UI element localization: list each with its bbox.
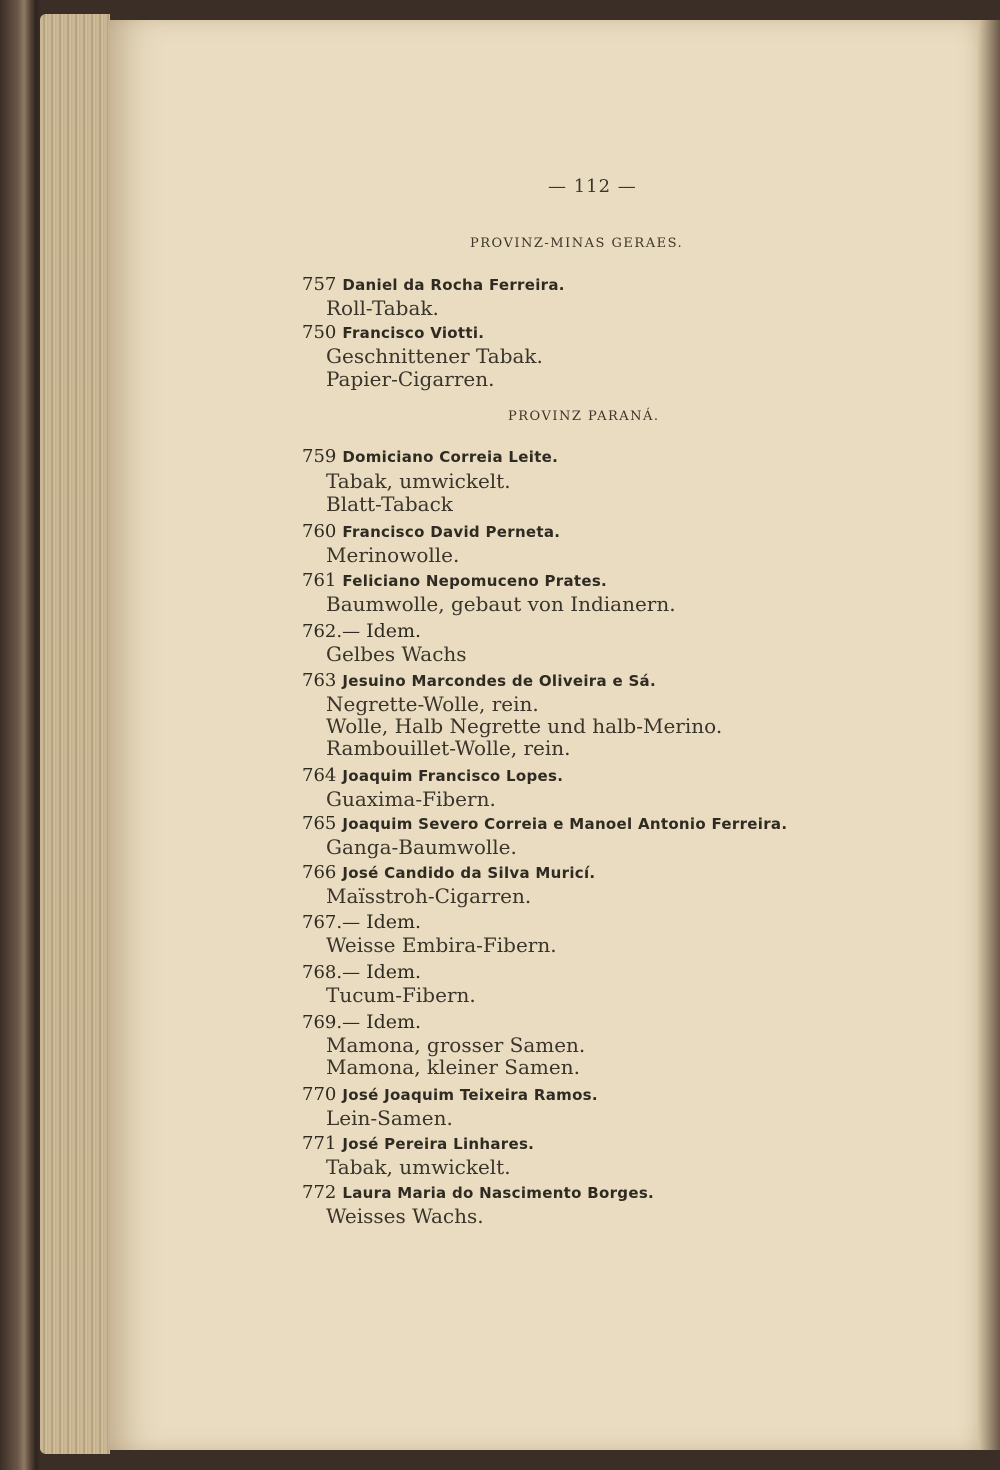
exhibitor-name: José Joaquim Teixeira Ramos.: [342, 1086, 598, 1104]
entry-item: Wolle, Halb Negrette und halb-Merino.: [326, 714, 723, 738]
entry-item: Weisses Wachs.: [326, 1204, 484, 1228]
entry-number: 750: [302, 322, 337, 343]
entry-item: Guaxima-Fibern.: [326, 787, 496, 811]
entry-number: 762.—: [302, 621, 361, 642]
entry-item: Papier-Cigarren.: [326, 367, 495, 391]
entry-item: Mamona, grosser Samen.: [326, 1033, 586, 1057]
entry-763: [302, 670, 656, 691]
entry-item: Blatt-Taback: [326, 492, 453, 516]
entry-item: Gelbes Wachs: [326, 642, 467, 666]
page-edges: [40, 14, 110, 1454]
entry-number: 757: [302, 274, 337, 295]
idem-label: Idem.: [366, 911, 422, 933]
entry-767: [302, 911, 421, 933]
exhibitor-name: Laura Maria do Nascimento Borges.: [342, 1184, 655, 1202]
exhibitor-name: Joaquim Severo Correia e Manoel Antonio Ferreira.: [342, 815, 788, 833]
entry-number: 763: [302, 670, 337, 691]
entry-item: Merinowolle.: [326, 543, 460, 567]
exhibitor-name: Jesuino Marcondes de Oliveira e Sá.: [342, 672, 656, 690]
entry-number: 771: [302, 1133, 337, 1154]
entry-770: [302, 1084, 598, 1105]
entry-item: Geschnittener Tabak.: [326, 344, 543, 368]
entry-number: 767.—: [302, 912, 361, 933]
exhibitor-name: José Candido da Silva Muricí.: [342, 864, 596, 882]
entry-759: [302, 446, 558, 467]
exhibitor-name: Feliciano Nepomuceno Prates.: [342, 572, 608, 590]
entry-750: [302, 322, 484, 343]
entry-762: [302, 620, 421, 642]
section-heading-parana: PROVINZ PARANÁ.: [508, 409, 660, 424]
exhibitor-name: José Pereira Linhares.: [342, 1135, 535, 1153]
entry-item: Tabak, umwickelt.: [326, 1155, 511, 1179]
entry-item: Maïsstroh-Cigarren.: [326, 884, 532, 908]
exhibitor-name: Domiciano Correia Leite.: [342, 448, 559, 466]
entry-item: Weisse Embira-Fibern.: [326, 933, 557, 957]
idem-label: Idem.: [366, 961, 422, 983]
entry-761: [302, 570, 607, 591]
entry-765: [302, 813, 787, 834]
entry-item: Negrette-Wolle, rein.: [326, 692, 539, 716]
entry-760: [302, 521, 560, 542]
entry-number: 768.—: [302, 962, 361, 983]
exhibitor-name: Francisco David Perneta.: [342, 523, 561, 541]
entry-item: Rambouillet-Wolle, rein.: [326, 736, 571, 760]
idem-label: Idem.: [366, 1011, 422, 1033]
entry-item: Lein-Samen.: [326, 1106, 453, 1130]
entry-771: [302, 1133, 534, 1154]
entry-772: [302, 1182, 654, 1203]
entry-number: 769.—: [302, 1012, 361, 1033]
entry-768: [302, 961, 421, 983]
entry-number: 760: [302, 521, 337, 542]
page-number: — 112 —: [548, 176, 637, 197]
entry-764: [302, 765, 563, 786]
entry-766: [302, 862, 595, 883]
exhibitor-name: Joaquim Francisco Lopes.: [342, 767, 564, 785]
idem-label: Idem.: [366, 620, 422, 642]
entry-number: 770: [302, 1084, 337, 1105]
exhibitor-name: Daniel da Rocha Ferreira.: [342, 276, 565, 294]
entry-item: Ganga-Baumwolle.: [326, 835, 517, 859]
entry-number: 761: [302, 570, 337, 591]
entry-number: 759: [302, 446, 337, 467]
entry-number: 772: [302, 1182, 337, 1203]
entry-item: Roll-Tabak.: [326, 296, 439, 320]
page-right-edge: [978, 20, 1000, 1450]
entry-757: [302, 274, 565, 295]
entry-item: Mamona, kleiner Samen.: [326, 1055, 580, 1079]
section-heading-minas-geraes: PROVINZ-MINAS GERAES.: [470, 236, 684, 251]
entry-number: 764: [302, 765, 337, 786]
entry-number: 765: [302, 813, 337, 834]
entry-769: [302, 1011, 421, 1033]
exhibitor-name: Francisco Viotti.: [342, 324, 485, 342]
entry-item: Tucum-Fibern.: [326, 983, 476, 1007]
entry-item: Baumwolle, gebaut von Indianern.: [326, 592, 676, 616]
entry-number: 766: [302, 862, 337, 883]
entry-item: Tabak, umwickelt.: [326, 469, 511, 493]
